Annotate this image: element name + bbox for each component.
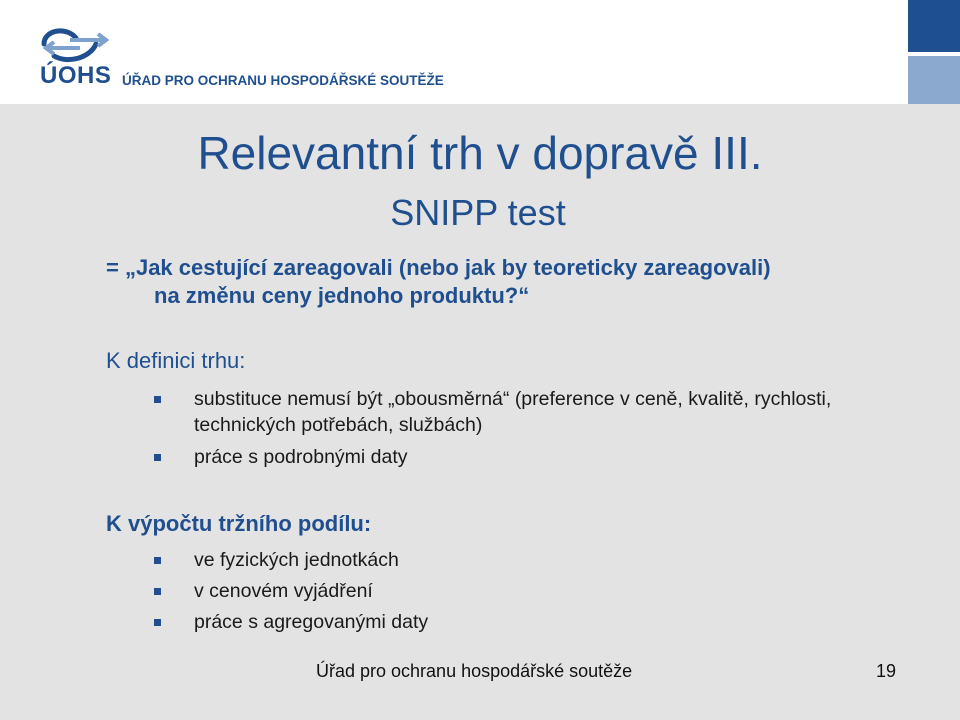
corner-square-dark <box>908 0 960 52</box>
page-number: 19 <box>876 661 897 681</box>
list-item-text: práce s podrobnými daty <box>194 446 408 468</box>
calculation-list <box>154 545 914 638</box>
square-bullet-icon <box>154 557 161 564</box>
list-item-text: ve fyzických jednotkách <box>194 549 399 571</box>
list-item-text: substituce nemusí být „obousměrná“ (preference v ceně, kvalitě, rychlosti, technických potřebách, službách) <box>194 388 832 436</box>
slide-title: Relevantní trh v dopravě III. <box>197 127 763 179</box>
slide-content <box>0 104 960 720</box>
uohs-logo-icon <box>40 24 110 64</box>
question-line-2: na změnu ceny jednoho produktu?“ <box>154 283 530 308</box>
corner-decoration <box>904 0 960 104</box>
logo-abbreviation: ÚOHS <box>40 62 112 89</box>
slide-subtitle: SNIPP test <box>390 192 566 233</box>
uohs-logo <box>40 24 110 92</box>
list-item <box>154 545 914 576</box>
list-item <box>154 444 914 470</box>
list-item-text: práce s agregovanými daty <box>194 611 429 633</box>
list-item <box>154 386 914 438</box>
organization-name: ÚŘAD PRO OCHRANU HOSPODÁŘSKÉ SOUTĚŽE <box>122 73 444 88</box>
definition-heading: K definici trhu: <box>106 348 246 373</box>
list-item <box>154 607 914 638</box>
list-item <box>154 576 914 607</box>
slide-header <box>0 0 960 104</box>
corner-square-light <box>908 56 960 104</box>
calculation-heading: K výpočtu tržního podílu: <box>106 511 372 536</box>
list-item-text: v cenovém vyjádření <box>194 580 373 602</box>
definition-list <box>154 386 914 476</box>
question-line-1: = „Jak cestující zareagovali (nebo jak by teoreticky zareagovali) <box>106 255 771 280</box>
footer-organization: Úřad pro ochranu hospodářské soutěže <box>316 661 633 681</box>
square-bullet-icon <box>154 588 161 595</box>
square-bullet-icon <box>154 396 161 403</box>
snipp-question <box>106 254 926 310</box>
square-bullet-icon <box>154 454 161 461</box>
square-bullet-icon <box>154 619 161 626</box>
